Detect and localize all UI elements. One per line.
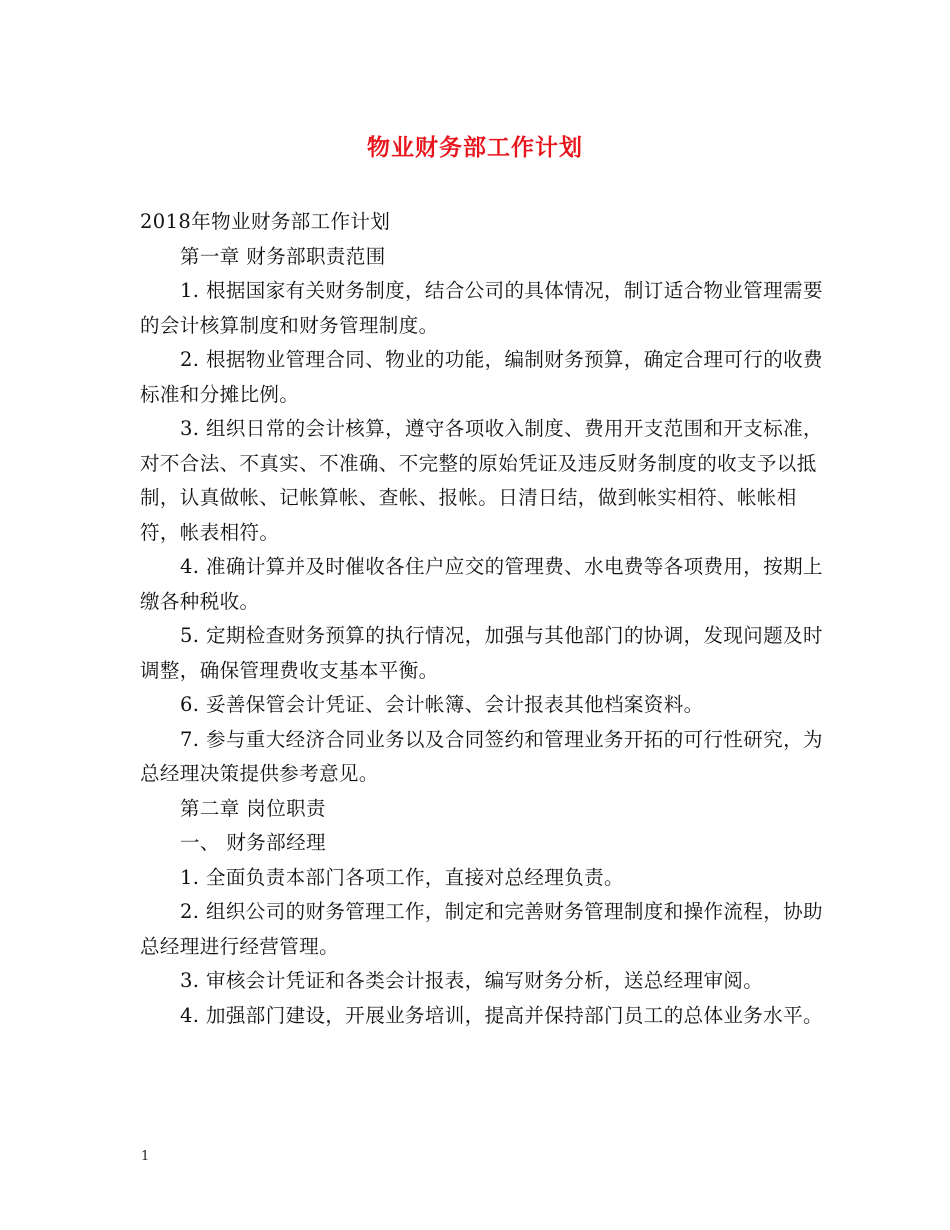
paragraph: 2. 组织公司的财务管理工作，制定和完善财务管理制度和操作流程，协助总经理进行经营管理。: [140, 900, 823, 958]
section-heading: 一、 财务部经理: [180, 831, 326, 854]
paragraph: 1. 根据国家有关财务制度，结合公司的具体情况，制订适合物业管理需要的会计核算制度和财务管理制度。: [140, 279, 823, 337]
document-body: [140, 205, 825, 1033]
chapter-heading: 第二章 岗位职责: [180, 796, 326, 820]
paragraph: 3. 组织日常的会计核算，遵守各项收入制度、费用开支范围和开支标准，对不合法、不真实、不准确、不完整的原始凭证及违反财务制度的收支予以抵制，认真做帐、记帐算帐、查帐、报帐。日清日结，做到帐实相符、帐帐相符，帐表相符。: [140, 417, 823, 544]
paragraph: 1. 全面负责本部门各项工作，直接对总经理负责。: [180, 865, 624, 889]
paragraph: 4. 准确计算并及时催收各住户应交的管理费、水电费等各项费用，按期上缴各种税收。: [140, 555, 823, 613]
paragraph: 6. 妥善保管会计凭证、会计帐簿、会计报表其他档案资料。: [180, 693, 704, 716]
paragraph: 5. 定期检查财务预算的执行情况，加强与其他部门的协调，发现问题及时调整，确保管理费收支基本平衡。: [140, 624, 823, 682]
chapter-heading: 第一章 财务部职责范围: [180, 244, 386, 268]
paragraph: 2. 根据物业管理合同、物业的功能，编制财务预算，确定合理可行的收费标准和分摊比例。: [140, 348, 823, 406]
paragraph: 2018年物业财务部工作计划: [140, 210, 391, 233]
paragraph: 4. 加强部门建设，开展业务培训，提高并保持部门员工的总体业务水平。: [180, 1003, 823, 1027]
paragraph: 3. 审核会计凭证和各类会计报表，编写财务分析，送总经理审阅。: [180, 969, 764, 992]
paragraph: 7. 参与重大经济合同业务以及合同签约和管理业务开拓的可行性研究，为总经理决策提供参考意见。: [140, 727, 823, 785]
document-title: 物业财务部工作计划: [367, 134, 583, 161]
page-number: 1: [141, 1149, 150, 1164]
